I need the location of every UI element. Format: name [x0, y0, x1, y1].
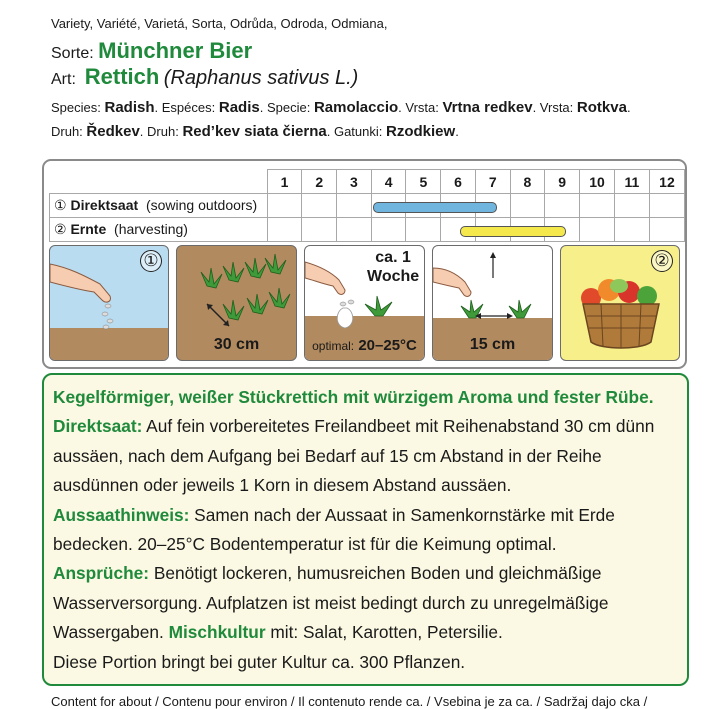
species-label: Vrsta:: [405, 100, 439, 115]
month-header: 7: [475, 170, 510, 194]
row-name: Direktsaat: [70, 197, 139, 213]
step-2-marker: ②: [651, 250, 673, 272]
harvest-period-bar: [460, 226, 566, 237]
sowing-calendar: [42, 159, 687, 369]
calendar-table: [49, 169, 685, 242]
paragraph-sowing-notes: [53, 501, 678, 560]
label-sowing-notes: Aussaathinweis:: [53, 504, 190, 525]
species-label: Druh:: [147, 124, 179, 139]
month-header: 4: [371, 170, 406, 194]
description-headline: Kegelförmiger, weißer Stückrettich mit würzigem Aroma und fester Rübe.: [53, 387, 654, 407]
row-label: [50, 218, 268, 242]
month-header: 9: [545, 170, 580, 194]
tile-sowing: [49, 245, 169, 361]
text-sowing-notes: Samen nach der Aussaat in Samenkornstärke mit Erde bedecken. 20–25°C Bodentemperatur ist für die Keimung optimal.: [53, 504, 615, 555]
text-requirements: Benötigt lockeren, humusreichen Boden und gleichmäßige Wasserversorgung. Aufplatzen ist meist bedingt durch zu unregelmäßige Wassergaben.: [53, 563, 609, 643]
paragraph-yield: Diese Portion bringt bei guter Kultur ca. 300 Pflanzen.: [53, 651, 466, 672]
art-value: Rettich: [84, 64, 160, 89]
month-header: 2: [302, 170, 337, 194]
calendar-row-harvest: [50, 218, 685, 242]
species-value: Red’kev siata čierna: [182, 123, 327, 140]
art-latin: (Raphanus sativus L.): [163, 67, 359, 89]
species-names: Species: Radish. Espéces: Radis. Specie: Ramolaccio. Vrsta: Vrtna redkev. Vrsta: Rotkva. Druh: Ředkev. Druh: Red’kev siata čierna. Gatunki: Rzodkiew.: [51, 99, 631, 140]
month-header: 8: [510, 170, 545, 194]
text-direct-sowing: Auf fein vorbereitetes Freilandbeet mit Reihenabstand 30 cm dünn aussäen, nach dem Aufgang bei Bedarf auf 15 cm Abstand in der Reihe ausdünnen oder jeweils 1 Korn in diesem Abstand aussäen.: [53, 416, 655, 496]
art-label: Art:: [51, 71, 76, 88]
row-desc: (harvesting): [114, 221, 188, 237]
temperature-value: 20–25°C: [358, 337, 417, 354]
duration-line-2: Woche: [367, 268, 420, 285]
month-header: 10: [580, 170, 615, 194]
paragraph-requirements: [53, 559, 678, 647]
optimal-label: optimal:: [312, 339, 355, 353]
tile-thinning: [432, 245, 553, 361]
description-box: [42, 373, 689, 686]
species-label: Specie:: [266, 100, 311, 115]
row-label: [50, 194, 268, 218]
thinning-distance-label: 15 cm: [469, 336, 516, 353]
species-value: Ramolaccio: [313, 99, 399, 116]
tile-row-spacing: [176, 245, 297, 361]
species-value: Radish: [104, 99, 155, 116]
variety-labels: Variety, Variété, Varietá, Sorta, Odrůda, Odroda, Odmiana,: [51, 16, 388, 31]
sorte-label: Sorte:: [51, 45, 94, 62]
sowing-period-bar: [373, 202, 496, 213]
row-spacing-label: 30 cm: [213, 336, 260, 353]
species-label: Vrsta:: [539, 100, 574, 115]
month-header: 1: [267, 170, 302, 194]
art-line: [51, 64, 358, 90]
species-label: Espéces:: [161, 100, 216, 115]
germination-duration: [367, 248, 419, 286]
sorte-value: Münchner Bier: [98, 38, 253, 63]
species-value: Rzodkiew: [386, 123, 456, 140]
label-requirements: Ansprüche:: [53, 563, 150, 584]
footer-content-line: Content for about / Contenu pour environ / Il contenuto rende ca. / Vsebina je za ca. / Sadržaj dajo cka /: [51, 694, 648, 709]
species-label: Species:: [51, 100, 101, 115]
calendar-row-sowing: [50, 194, 685, 218]
species-value: Ředkev: [86, 123, 140, 140]
sorte-line: [51, 38, 252, 64]
row-desc: (sowing outdoors): [145, 197, 258, 213]
row-number: ①: [54, 197, 67, 213]
optimal-temperature: [305, 337, 424, 354]
step-1-marker: ①: [140, 250, 162, 272]
tile-germination: [304, 245, 425, 361]
month-header: 5: [406, 170, 441, 194]
label-direct-sowing: Direktsaat:: [53, 416, 143, 437]
month-header: 3: [337, 170, 372, 194]
calendar-corner: [50, 170, 268, 194]
month-header: 12: [649, 170, 684, 194]
month-header: 6: [441, 170, 476, 194]
species-label: Gatunki:: [333, 124, 383, 139]
row-number: ②: [54, 221, 67, 237]
text-companion-planting: mit: Salat, Karotten, Petersilie.: [265, 622, 503, 643]
duration-line-1: ca. 1: [375, 249, 411, 266]
row-name: Ernte: [70, 221, 107, 237]
species-value: Vrtna redkev: [442, 99, 533, 116]
species-value: Rotkva: [576, 99, 627, 116]
species-label: Druh:: [51, 124, 83, 139]
paragraph-direct-sowing: [53, 412, 678, 500]
label-companion-planting: Mischkultur: [168, 622, 266, 643]
tile-harvest: [560, 245, 680, 361]
month-header: 11: [614, 170, 649, 194]
species-value: Radis: [218, 99, 260, 116]
